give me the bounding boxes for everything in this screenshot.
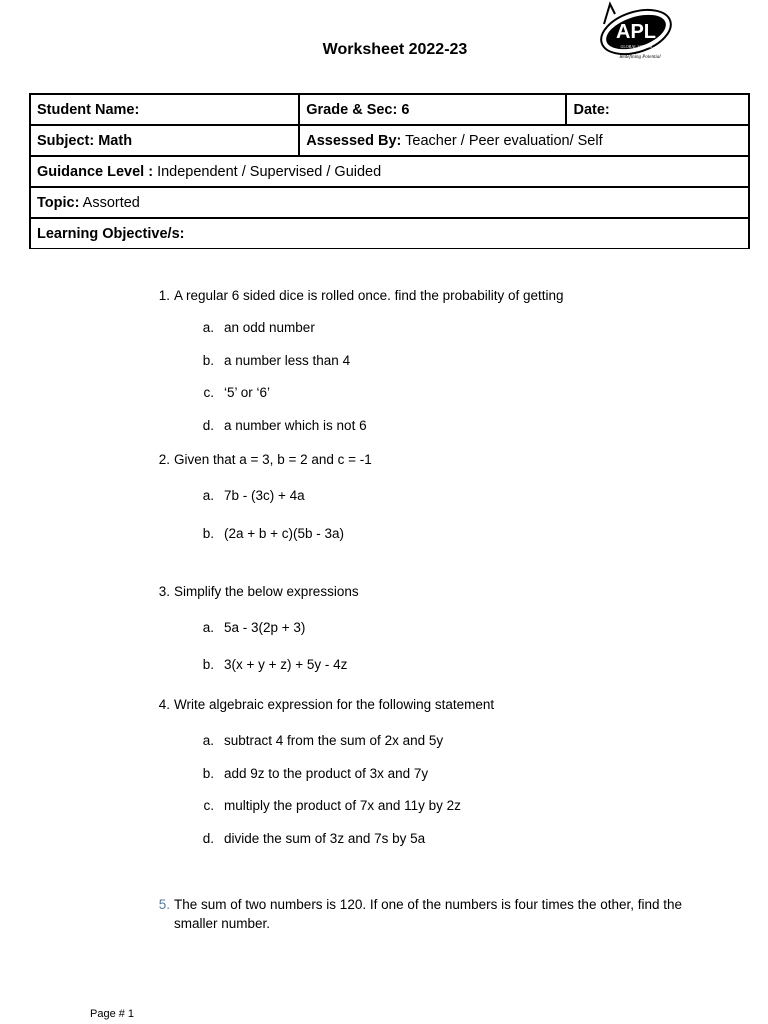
table-row [30, 156, 749, 187]
table-row [30, 125, 749, 156]
guidance-level-cell: Guidance Level : Independent / Supervised / Guided [30, 156, 749, 187]
question-5: 5. The sum of two numbers is 120. If one of the numbers is four times the other, find the smaller number. [158, 897, 683, 931]
learning-objective-cell: Learning Objective/s: [30, 218, 749, 249]
table-row [30, 187, 749, 218]
table-row [30, 218, 749, 249]
date-cell[interactable]: Date: [566, 94, 749, 125]
table-row [30, 94, 749, 125]
grade-cell: Grade & Sec: 6 [299, 94, 566, 125]
school-logo [596, 0, 676, 62]
page-number: Page # 1 [90, 1008, 135, 1020]
topic-cell: Topic: Assorted [30, 187, 749, 218]
assessed-by-cell: Assessed By: Teacher / Peer evaluation/ Self [299, 125, 749, 156]
student-name-cell[interactable]: Student Name: [30, 94, 299, 125]
subject-cell: Subject: Math [30, 125, 299, 156]
svg-text:Redefining Potential: Redefining Potential [619, 55, 661, 60]
student-info-table [29, 93, 750, 249]
worksheet-title: Worksheet 2022-23 [322, 41, 468, 58]
svg-text:GLOBAL SCHOOL: GLOBAL SCHOOL [620, 44, 654, 49]
svg-text:APL: APL [616, 21, 656, 43]
